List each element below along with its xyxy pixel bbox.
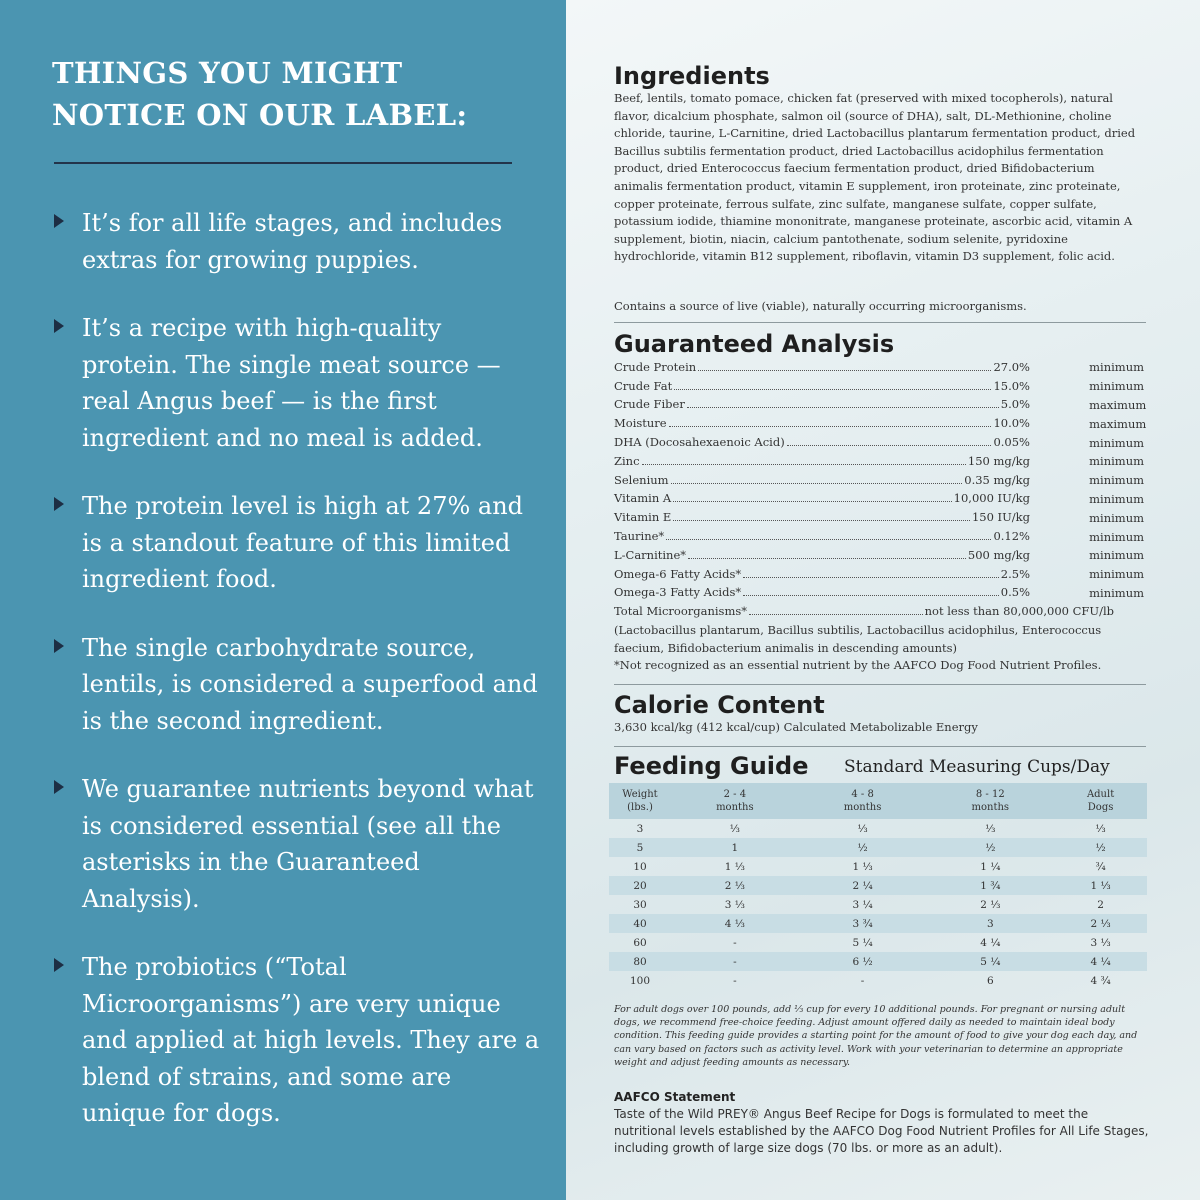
triangle-bullet-icon — [54, 214, 64, 228]
weight-cell: 10 — [633, 860, 647, 873]
section-divider — [614, 746, 1146, 747]
feeding-title: Feeding Guide — [614, 752, 809, 780]
weight-cell: 80 — [609, 952, 671, 971]
cups-cell: 4 ⅓ — [671, 914, 799, 933]
cups-cell: 6 — [986, 974, 994, 987]
triangle-bullet-icon — [54, 497, 64, 511]
feeding-header-cell — [671, 783, 799, 819]
nutrient-name: Vitamin A — [614, 491, 672, 506]
analysis-cell — [614, 433, 1075, 452]
cups-cell: 4 ¼ — [980, 936, 1001, 949]
nutrient-name: Zinc — [614, 453, 640, 468]
analysis-row — [614, 584, 1154, 603]
analysis-row — [614, 414, 1154, 433]
ingredients-note: Contains a source of live (viable), naturally occurring microorganisms. — [614, 299, 1027, 313]
cups-cell: ⅓ — [857, 822, 868, 835]
analysis-row — [614, 433, 1154, 452]
section-divider — [614, 684, 1146, 685]
analysis-line — [614, 604, 1114, 619]
cups-cell: 1 — [671, 838, 799, 857]
cups-cell: 3 ¾ — [799, 914, 927, 933]
cups-cell: 5 ¼ — [852, 936, 873, 949]
nutrient-type: maximum — [1089, 416, 1147, 431]
header-line: 4 - 8 — [851, 789, 874, 800]
analysis-row — [614, 565, 1154, 584]
bullet-list — [52, 205, 542, 1164]
analysis-notes — [614, 622, 1154, 675]
feeding-row — [609, 933, 1147, 952]
cups-cell: 1 ¾ — [926, 876, 1054, 895]
leader-dots — [787, 445, 992, 446]
header-line: months — [971, 802, 1010, 813]
nutrient-value: 2.5% — [1000, 566, 1030, 581]
leader-dots — [673, 501, 951, 502]
leader-dots — [673, 520, 970, 521]
weight-cell: 60 — [633, 936, 647, 949]
analysis-line — [614, 397, 1030, 412]
analysis-cell — [614, 490, 1075, 509]
leader-dots — [674, 389, 991, 390]
cups-cell: - — [733, 974, 737, 987]
nutrient-type: minimum — [1089, 529, 1145, 544]
header-line: Adult — [1086, 789, 1115, 800]
bullet-text: The protein level is high at 27% and is a standout feature of this limited ingredient food. — [82, 492, 524, 593]
header-line: Weight — [622, 789, 658, 800]
nutrient-value: 500 mg/kg — [967, 547, 1030, 562]
nutrient-value: 0.5% — [1000, 585, 1030, 600]
calorie-text: 3,630 kcal/kg (412 kcal/cup) Calculated Metabolizable Energy — [614, 720, 978, 734]
feeding-note: For adult dogs over 100 pounds, add ⅓ cup for every 10 additional pounds. For pregnant or nursing adult dogs, we recommend free-choice feeding. Adjust amount offered daily as needed to maintain ideal body condition. This feeding guide provides a starting point for the amount of food to give your dog each day, and can vary based on factors such as activity level. Work with your veterinarian to determine an appropriate weight and adjust feeding amounts as necessary. — [614, 1004, 1138, 1068]
cups-cell: ⅓ — [729, 822, 740, 835]
analysis-row — [614, 471, 1154, 490]
header-line: months — [843, 802, 882, 813]
nutrient-name: Omega-3 Fatty Acids* — [614, 585, 742, 600]
bullet-item — [52, 310, 542, 456]
nutrient-name: Total Microorganisms* — [614, 604, 748, 619]
analysis-row — [614, 602, 1154, 621]
ingredients-title: Ingredients — [614, 62, 770, 90]
analysis-row — [614, 377, 1154, 396]
cups-cell: 3 ¼ — [852, 898, 873, 911]
bullet-text: It’s a recipe with high-quality protein. The single meat source — real Angus beef — is the first ingredient and no meal is added. — [82, 314, 501, 452]
heading-rule — [54, 162, 512, 164]
nutrient-name: Taurine* — [614, 529, 665, 544]
ingredients-text: Beef, lentils, tomato pomace, chicken fat (preserved with mixed tocopherols), natural flavor, dicalcium phosphate, salmon oil (source of DHA), salt, DL-Methionine, choline chloride, taurine, L-Carnitine, dried Lactobacillus plantarum fermentation product, dried Bacillus subtilis fermentation product, dried Lactobacillus acidophilus fermentation product, dried Enterococcus faecium fermentation product, dried Bifidobacterium animalis fermentation product, vitamin E supplement, iron proteinate, zinc proteinate, copper proteinate, ferrous sulfate, zinc sulfate, manganese sulfate, copper sulfate, potassium iodide, thiamine mononitrate, manganese proteinate, ascorbic acid, vitamin A supplement, biotin, niacin, calcium pantothenate, sodium selenite, pyridoxine hydrochloride, vitamin B12 supplement, riboflavin, vitamin D3 supplement, folic acid. — [614, 91, 1136, 264]
nutrient-type: minimum — [1089, 473, 1145, 488]
analysis-cell — [614, 508, 1075, 527]
nutrient-name: Crude Protein — [614, 359, 697, 374]
aafco-text: Taste of the Wild PREY® Angus Beef Recipe for Dogs is formulated to meet the nutritional levels established by the AAFCO Dog Food Nutrient Profiles for All Life Stages, including growth of large size dogs (70 lbs. or more as an adult). — [614, 1107, 1149, 1155]
analysis-cell — [614, 565, 1075, 584]
feeding-header-row — [609, 783, 1147, 819]
nutrient-type: minimum — [1089, 567, 1145, 582]
heading-line: NOTICE ON OUR LABEL: — [52, 98, 468, 132]
cups-cell: ⅓ — [1095, 822, 1106, 835]
feeding-header-cell — [609, 783, 671, 819]
weight-cell: 40 — [609, 914, 671, 933]
analysis-line — [614, 491, 1030, 506]
analysis-line — [614, 435, 1030, 450]
analysis-cell — [614, 602, 1154, 621]
analysis-line — [614, 529, 1030, 544]
analysis-line — [614, 454, 1030, 469]
cups-cell: - — [733, 936, 737, 949]
triangle-bullet-icon — [54, 639, 64, 653]
heading-line: THINGS YOU MIGHT — [52, 56, 403, 90]
nutrient-type: minimum — [1089, 585, 1145, 600]
weight-cell: 100 — [629, 974, 651, 987]
leader-dots — [749, 614, 923, 615]
leader-dots — [743, 595, 999, 596]
nutrient-value: not less than 80,000,000 CFU/lb — [924, 604, 1114, 619]
leader-dots — [642, 464, 966, 465]
nutrient-value: 150 mg/kg — [967, 453, 1030, 468]
leader-dots — [698, 370, 991, 371]
nutrient-value: 10,000 IU/kg — [953, 491, 1030, 506]
feeding-row — [609, 819, 1147, 838]
nutrient-name: Omega-6 Fatty Acids* — [614, 566, 742, 581]
analysis-row — [614, 396, 1154, 415]
cups-cell: - — [860, 974, 865, 987]
cups-cell: ⅓ — [985, 822, 996, 835]
nutrient-name: Selenium — [614, 472, 669, 487]
nutrient-type: maximum — [1089, 397, 1147, 412]
cups-cell: 2 ¼ — [799, 876, 927, 895]
analysis-line — [614, 416, 1030, 431]
analysis-line — [614, 548, 1030, 563]
leader-dots — [666, 539, 991, 540]
cups-cell: 3 ⅓ — [724, 898, 745, 911]
feeding-header-cell — [926, 783, 1054, 819]
bullet-text: The probiotics (“Total Microorganisms”) are very unique and applied at high levels. They are a blend of strains, and some are unique for dogs. — [82, 953, 540, 1127]
cups-cell: 1 ⅓ — [724, 860, 745, 873]
feeding-table — [609, 783, 1147, 990]
cups-cell: 3 ⅓ — [1090, 936, 1111, 949]
analysis-row — [614, 508, 1154, 527]
nutrient-value: 10.0% — [993, 416, 1030, 431]
nutrient-name: Crude Fat — [614, 378, 673, 393]
analysis-title: Guaranteed Analysis — [614, 330, 895, 358]
left-panel — [0, 0, 566, 1200]
header-line: Dogs — [1087, 802, 1114, 813]
nutrient-value: 0.05% — [993, 435, 1030, 450]
leader-dots — [669, 426, 992, 427]
nutrient-value: 15.0% — [993, 378, 1030, 393]
nutrient-value: 5.0% — [1000, 397, 1030, 412]
cups-cell: 2 ⅓ — [1054, 914, 1147, 933]
nutrient-name: L-Carnitine* — [614, 547, 687, 562]
cups-cell: ½ — [1054, 838, 1147, 857]
cups-cell: ½ — [926, 838, 1054, 857]
cups-cell: 4 ¾ — [1090, 974, 1111, 987]
nutrient-value: 150 IU/kg — [971, 510, 1030, 525]
nutrient-value: 0.35 mg/kg — [964, 472, 1030, 487]
cups-cell: ½ — [799, 838, 927, 857]
analysis-cell — [614, 414, 1075, 433]
cups-cell: 2 — [1097, 898, 1104, 911]
triangle-bullet-icon — [54, 958, 64, 972]
triangle-bullet-icon — [54, 780, 64, 794]
header-line: (lbs.) — [627, 802, 653, 813]
weight-cell: 20 — [609, 876, 671, 895]
leader-dots — [687, 407, 999, 408]
header-line: 8 - 12 — [975, 789, 1005, 800]
cups-cell: 5 ¼ — [926, 952, 1054, 971]
nutrient-name: DHA (Docosahexaenoic Acid) — [614, 435, 785, 450]
feeding-header-cell — [1054, 783, 1147, 819]
nutrient-type: minimum — [1089, 548, 1145, 563]
analysis-row — [614, 546, 1154, 565]
nutrient-type: minimum — [1089, 510, 1145, 525]
analysis-table — [614, 358, 1154, 621]
analysis-cell — [614, 377, 1075, 396]
bullet-text: The single carbohydrate source, lentils, is considered a superfood and is the second ingredient. — [82, 633, 538, 735]
feeding-header-cell — [799, 783, 927, 819]
analysis-line — [614, 567, 1030, 582]
weight-cell: 30 — [633, 898, 647, 911]
analysis-line — [614, 360, 1030, 375]
analysis-line — [614, 473, 1030, 488]
cups-cell: ¾ — [1095, 860, 1106, 873]
cups-cell: 2 ⅓ — [980, 898, 1001, 911]
bullet-text: It’s for all life stages, and includes extras for growing puppies. — [82, 209, 503, 274]
bullet-item — [52, 949, 542, 1132]
nutrient-type: minimum — [1089, 360, 1145, 375]
leader-dots — [671, 483, 963, 484]
feeding-row — [609, 857, 1147, 876]
cups-cell: 1 ¼ — [980, 860, 1001, 873]
cups-cell: 4 ¼ — [1054, 952, 1147, 971]
nutrient-type: minimum — [1089, 454, 1145, 469]
feeding-row — [609, 838, 1147, 857]
leader-dots — [688, 558, 966, 559]
feeding-row — [609, 952, 1147, 971]
analysis-row — [614, 527, 1154, 546]
bullet-text: We guarantee nutrients beyond what is considered essential (see all the asterisks in the Guaranteed Analysis). — [82, 775, 534, 913]
analysis-line — [614, 379, 1030, 394]
analysis-cell — [614, 396, 1075, 415]
triangle-bullet-icon — [54, 319, 64, 333]
feeding-row — [609, 914, 1147, 933]
analysis-row — [614, 452, 1154, 471]
feeding-row — [609, 971, 1147, 990]
analysis-cell — [614, 527, 1075, 546]
bullet-item — [52, 630, 542, 740]
cups-cell: - — [671, 952, 799, 971]
section-divider — [614, 322, 1146, 323]
analysis-cell — [614, 546, 1075, 565]
analysis-row — [614, 490, 1154, 509]
analysis-footnote: *Not recognized as an essential nutrient by the AAFCO Dog Food Nutrient Profiles. — [614, 658, 1102, 673]
nutrient-name: Crude Fiber — [614, 397, 685, 412]
left-heading — [52, 52, 532, 136]
analysis-row — [614, 358, 1154, 377]
nutrient-type: minimum — [1089, 379, 1145, 394]
analysis-line — [614, 585, 1030, 600]
nutrient-type: minimum — [1089, 491, 1145, 506]
cups-cell: 3 — [926, 914, 1054, 933]
nutrient-value: 27.0% — [993, 359, 1030, 374]
cups-cell: 1 ⅓ — [1054, 876, 1147, 895]
bullet-item — [52, 488, 542, 598]
leader-dots — [743, 577, 999, 578]
aafco-title: AAFCO Statement — [614, 1090, 736, 1104]
feeding-row — [609, 895, 1147, 914]
cups-cell: 2 ⅓ — [671, 876, 799, 895]
cups-cell: 1 ⅓ — [852, 860, 873, 873]
header-line: 2 - 4 — [723, 789, 747, 800]
nutrient-type: minimum — [1089, 435, 1145, 450]
header-line: months — [716, 802, 754, 813]
calorie-title: Calorie Content — [614, 691, 825, 719]
analysis-line — [614, 510, 1030, 525]
feeding-subtitle: Standard Measuring Cups/Day — [844, 757, 1110, 777]
feeding-row — [609, 876, 1147, 895]
analysis-cell — [614, 471, 1075, 490]
analysis-cell — [614, 358, 1075, 377]
nutrient-name: Vitamin E — [614, 510, 672, 525]
bullet-item — [52, 771, 542, 917]
bullet-item — [52, 205, 542, 278]
weight-cell: 5 — [609, 838, 671, 857]
weight-cell: 3 — [636, 822, 644, 835]
nutrient-name: Moisture — [614, 416, 667, 431]
nutrient-value: 0.12% — [993, 529, 1030, 544]
analysis-cell — [614, 584, 1075, 603]
analysis-cell — [614, 452, 1075, 471]
cups-cell: 6 ½ — [799, 952, 927, 971]
analysis-strains: (Lactobacillus plantarum, Bacillus subtilis, Lactobacillus acidophilus, Enterococcus faecium, Bifidobacterium animalis in descending amounts) — [614, 623, 1102, 655]
